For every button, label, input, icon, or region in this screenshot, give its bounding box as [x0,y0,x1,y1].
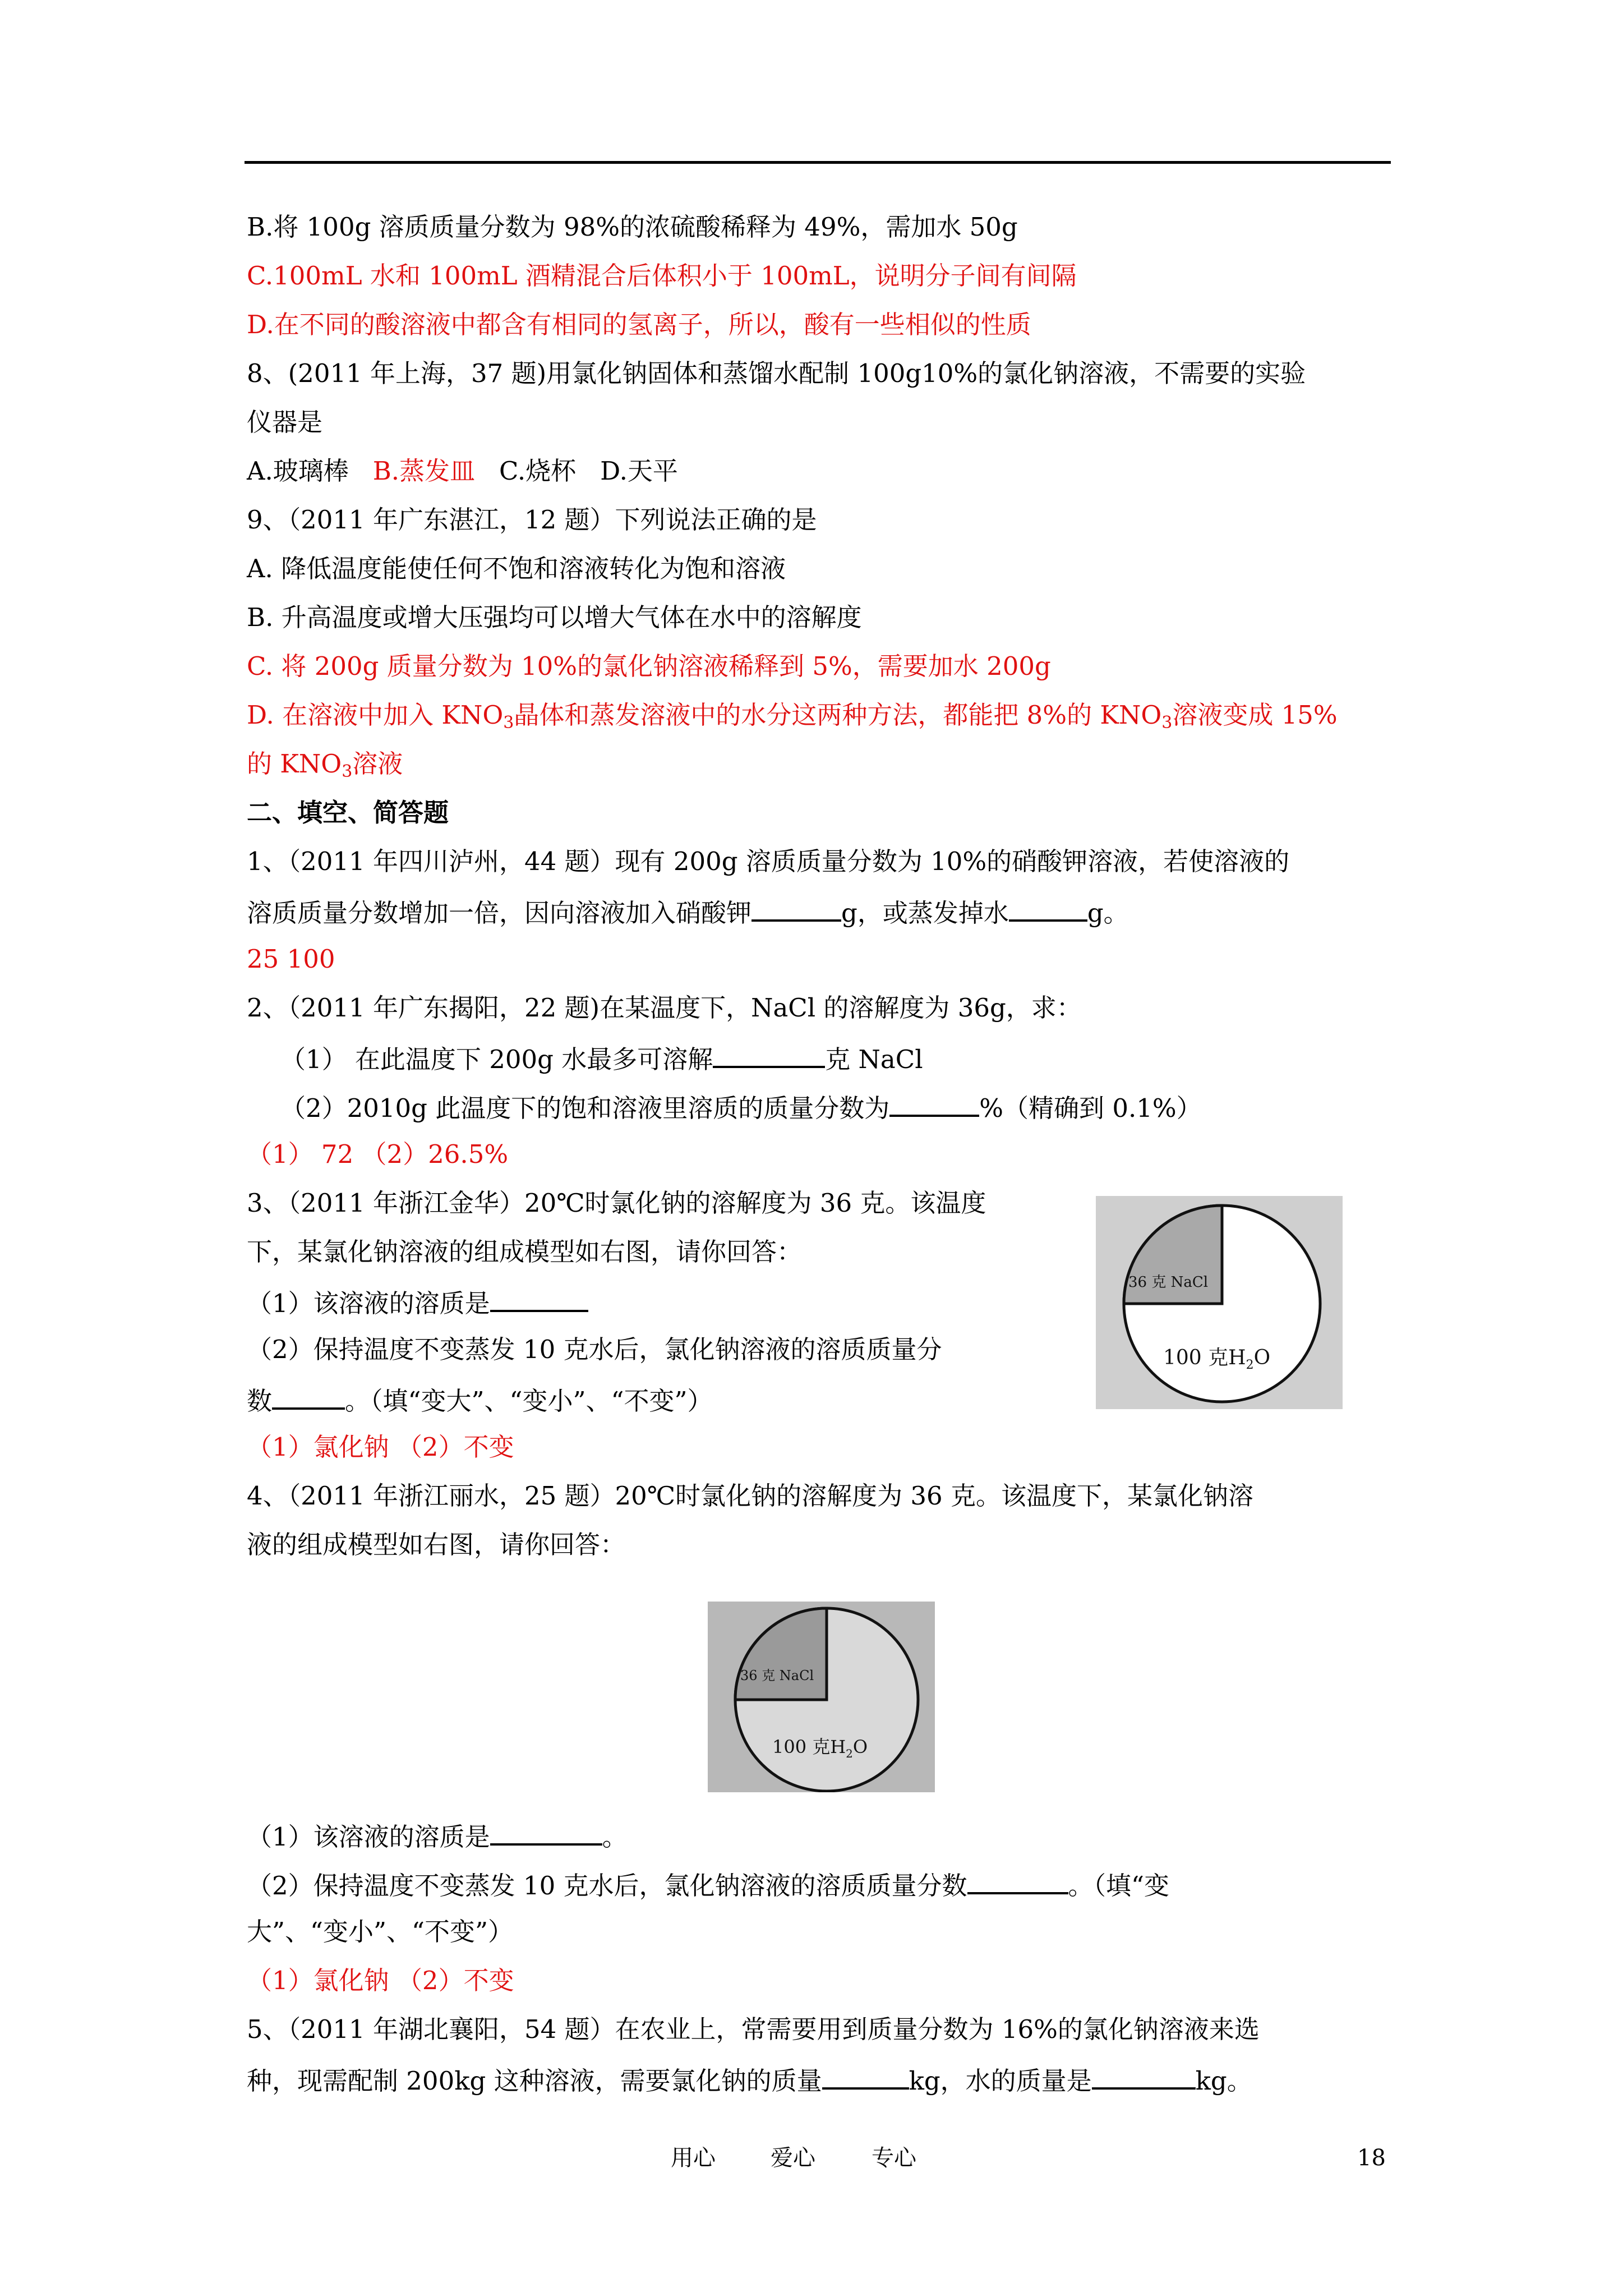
text-part: （1） 在此温度下 200g 水最多可溶解 [280,1045,713,1074]
fill-question-5-line-2 [247,2062,1252,2095]
text-part: 数 [247,1386,273,1416]
text-part: 溶液 [352,749,403,779]
fill-question-3-part-1 [247,1284,588,1318]
subscript: 3 [1161,713,1173,733]
fill-question-2: 2、（2011 年广东揭阳，22 题)在某温度下，NaCl 的溶解度为 36g，求： [247,993,1082,1023]
option-c: C.烧杯 [499,456,577,486]
question-8-line: 8、(2011 年上海，37 题)用氯化钠固体和蒸馏水配制 100g10%的氯化钠溶液，不需要的实验 [247,358,1306,388]
question-9-option-d [247,698,1338,732]
text-part: （1）该溶液的溶质是 [247,1289,490,1318]
fill-question-4-part-2-cont: 大”、“变小”、“不变”） [247,1917,514,1947]
answer-blank [967,1866,1068,1894]
pie-figure-1 [1096,1196,1343,1409]
fill-question-2-part-2 [280,1089,1202,1122]
answer-blank [1092,2062,1196,2090]
text-part: （2）保持温度不变蒸发 10 克水后，氯化钠溶液的溶质质量分数 [247,1871,967,1901]
question-9-line: 9、（2011 年广东湛江，12 题）下列说法正确的是 [247,505,817,535]
fill-question-4: 4、（2011 年浙江丽水，25 题）20℃时氯化钠的溶解度为 36 克。该温度下，某氯化钠溶 [247,1481,1253,1511]
question-8-line-2: 仪器是 [247,407,323,437]
question-9-option-c: C. 将 200g 质量分数为 10%的氯化钠溶液稀释到 5%，需要加水 200g [247,651,1051,681]
text-part: 晶体和蒸发溶液中的水分这两种方法，都能把 8%的 KNO [514,700,1162,730]
text-part: （1）该溶液的溶质是 [247,1822,490,1852]
pie-chart-1 [1096,1196,1343,1409]
fill-question-4-line-2: 液的组成模型如右图，请你回答： [247,1530,626,1559]
text-part: 溶质质量分数增加一倍，因向溶液加入硝酸钾 [247,898,752,928]
footer-text-1: 用心 [671,2145,716,2171]
text-part: g，或蒸发掉水 [841,898,1009,928]
question-9-option-b: B. 升高温度或增大压强均可以增大气体在水中的溶解度 [247,602,862,632]
fill-question-5: 5、（2011 年湖北襄阳，54 题）在农业上，常需要用到质量分数为 16%的氯化钠溶液来选 [247,2014,1260,2044]
question-9-option-a: A. 降低温度能使任何不饱和溶液转化为饱和溶液 [247,554,786,583]
subscript: 3 [342,762,353,781]
answer-blank [490,1284,588,1312]
text-part: 。 [602,1822,628,1852]
text-part: %（精确到 0.1%） [979,1093,1202,1123]
footer-text-2: 爱心 [771,2145,815,2171]
text-part: 溶液变成 15% [1172,700,1338,730]
fill-question-3: 3、（2011 年浙江金华）20℃时氯化钠的溶解度为 36 克。该温度 [247,1188,986,1218]
question-8-options [247,454,678,488]
answer-blank [272,1382,345,1410]
answer-1: 25 100 [247,944,335,974]
option-b-answer: B.蒸发皿 [372,456,476,486]
option-c-line: C.100mL 水和 100mL 酒精混合后体积小于 100mL，说明分子间有间隔 [247,261,1077,291]
option-d-line: D.在不同的酸溶液中都含有相同的氢离子，所以，酸有一些相似的性质 [247,310,1031,339]
header-rule [245,161,1391,164]
answer-blank [822,2062,909,2090]
text-part: D. 在溶液中加入 KNO [247,700,504,730]
water-label: 100 克$H_2O$ [1163,1346,1271,1372]
page-number: 18 [1357,2145,1386,2171]
text-part: 种，现需配制 200kg 这种溶液，需要氯化钠的质量 [247,2066,822,2096]
answer-blank [713,1040,825,1068]
option-d: D.天平 [600,456,678,486]
fill-question-4-part-2 [247,1866,1169,1900]
nacl-label: 36 克 NaCl [1128,1274,1209,1291]
text-part: （2）2010g 此温度下的饱和溶液里溶质的质量分数为 [280,1093,890,1123]
footer-text-3: 专心 [872,2145,916,2171]
answer-blank [751,894,841,922]
text-part: g。 [1087,898,1129,928]
water-label: 100 克$H_2O$ [772,1736,868,1760]
pie-chart-2 [708,1602,935,1792]
fill-question-3-part-2: （2）保持温度不变蒸发 10 克水后，氯化钠溶液的溶质质量分 [247,1335,942,1364]
pie-figure-2 [708,1602,935,1792]
fill-question-4-part-1 [247,1818,628,1851]
answer-2: （1） 72 （2）26.5% [247,1139,509,1169]
nacl-label: 36 克 NaCl [740,1668,814,1683]
answer-blank [889,1089,979,1117]
answer-blank [490,1818,602,1846]
fill-question-3-part-2-cont [247,1382,713,1415]
subscript: 3 [503,713,514,733]
text-part: kg。 [1195,2066,1252,2096]
fill-question-1-line-2 [247,894,1129,927]
question-9-option-d-cont [247,747,403,781]
fill-question-2-part-1 [280,1040,923,1074]
option-a: A.玻璃棒 [247,456,349,486]
fill-question-3-line-2: 下，某氯化钠溶液的组成模型如右图，请你回答： [247,1237,803,1267]
text-part: kg，水的质量是 [909,2066,1092,2096]
section-heading: 二、填空、简答题 [247,798,449,827]
nacl-slice [735,1608,827,1700]
answer-4: （1）氯化钠 （2）不变 [247,1966,514,1995]
answer-3: （1）氯化钠 （2）不变 [247,1432,514,1462]
fill-question-1: 1、（2011 年四川泸州，44 题）现有 200g 溶质质量分数为 10%的硝酸钾溶液，若使溶液的 [247,846,1290,876]
option-b-line: B.将 100g 溶质质量分数为 98%的浓硫酸稀释为 49%，需加水 50g [247,212,1018,242]
text-part: 。（填“变大”、“变小”、“不变”） [345,1386,713,1416]
text-part: 克 NaCl [825,1045,923,1074]
text-part: 。（填“变 [1068,1871,1170,1901]
text-part: 的 KNO [247,749,342,779]
answer-blank [1009,894,1087,922]
